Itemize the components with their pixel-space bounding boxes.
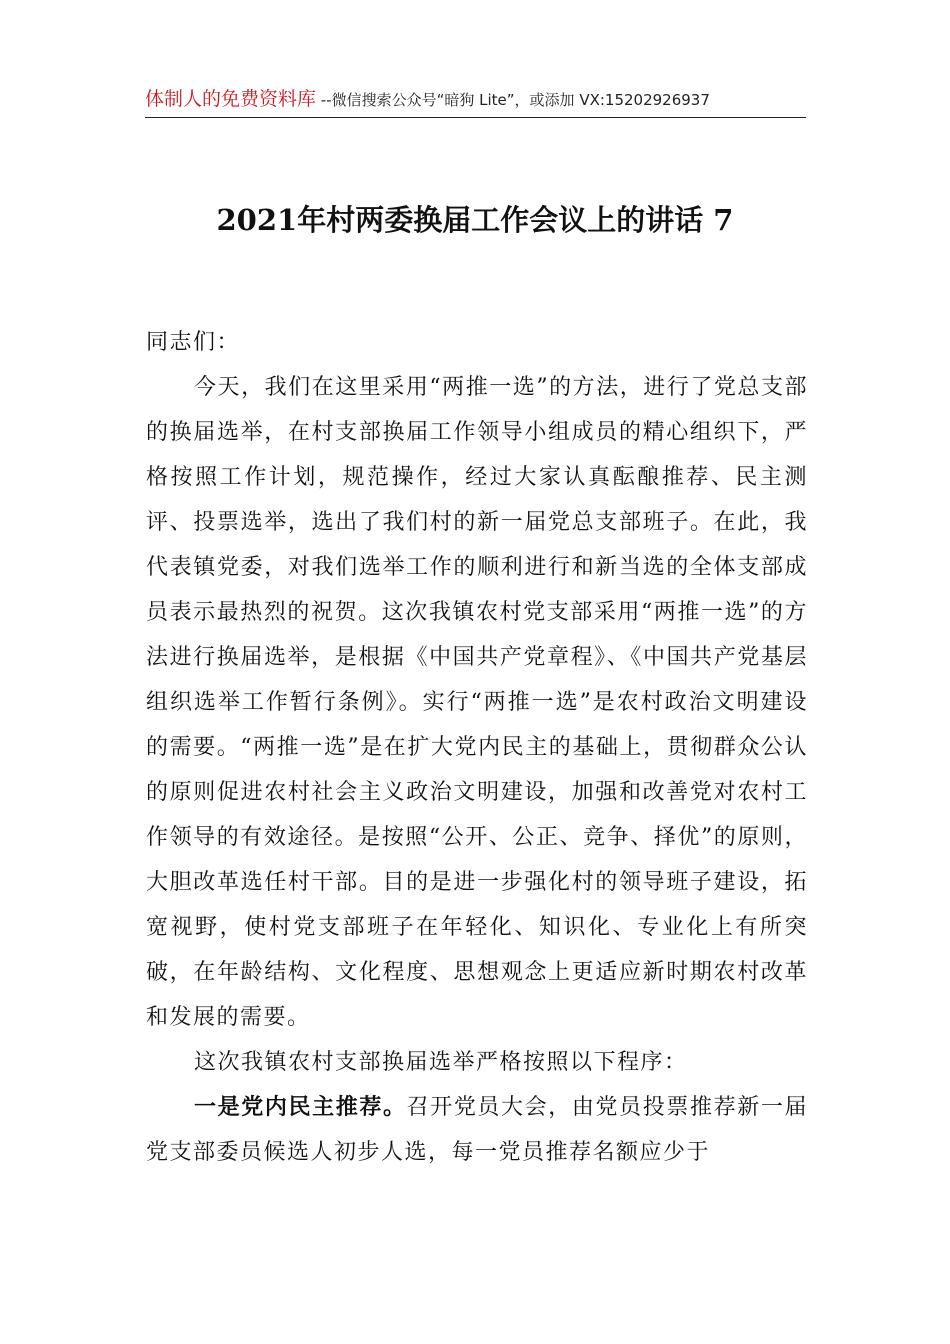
point-1-heading: 一是党内民主推荐。 [194,1095,407,1120]
paragraph-intro: 今天，我们在这里采用“两推一选”的方法，进行了党总支部的换届选举，在村支部换届工作领导小组成员的精心组织下，严格按照工作计划，规范操作，经过大家认真酝酿推荐、民主测评、投票选举，选出了我们村的新一届党总支部班子。在此，我代表镇党委，对我们选举工作的顺利进行和新当选的全体支部成员表示最热烈的祝贺。这次我镇农村党支部采用“两推一选”的方法进行换届选举，是根据《中国共产党章程》、《中国共产党基层组织选举工作暂行条例》。实行“两推一选”是农村政治文明建设的需要。“两推一选”是在扩大党内民主的基础上，贯彻群众公认的原则促进农村社会主义政治文明建设，加强和改善党对农村工作领导的有效途径。是按照“公开、公正、竞争、择优”的原则，大胆改革选任村干部。目的是进一步强化村的领导班子建设，拓宽视野，使村党支部班子在年轻化、知识化、专业化上有所突破，在年龄结构、文化程度、思想观念上更适应新时期农村改革和发展的需要。 [146,375,808,1030]
paragraph-procedure: 这次我镇农村支部换届选举严格按照以下程序： [194,1050,688,1075]
point-1-text: 召开党员大会，由党员投票推荐新一届党支部委员候选人初步人选，每一党员推荐名额应少于 [146,1095,808,1165]
document-body [146,320,808,1175]
header-brand: 体制人的免费资料库 [145,88,317,110]
salutation: 同志们： [146,330,241,355]
page-header [145,84,806,118]
header-contact-info: --微信搜索公众号“暗狗 Lite”，或添加 VX:15202926937 [316,91,710,109]
paragraph-point-1 [146,1085,808,1175]
document-title: 2021年村两委换届工作会议上的讲话 7 [216,203,734,237]
